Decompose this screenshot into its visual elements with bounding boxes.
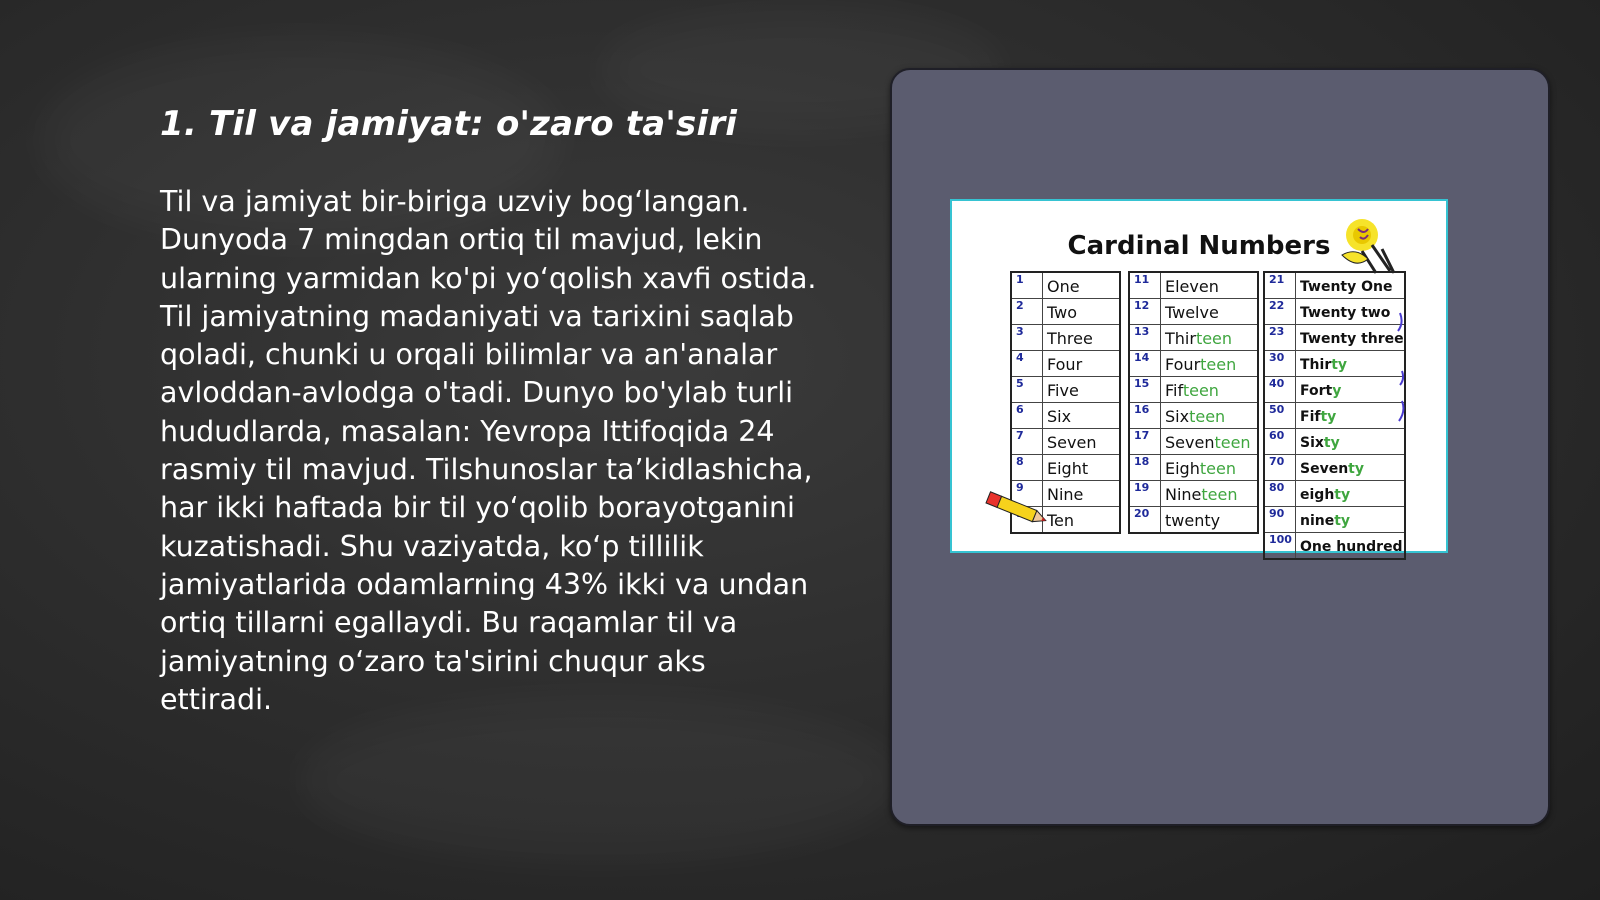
number-digit: 15: [1129, 377, 1161, 403]
number-word-stem: Twenty One: [1300, 278, 1393, 295]
number-digit: 1: [1011, 272, 1043, 299]
number-row: [1264, 325, 1405, 351]
number-word: [1296, 325, 1405, 351]
number-row: [1129, 507, 1258, 534]
number-word-stem: Three: [1047, 329, 1093, 348]
number-row: [1011, 351, 1120, 377]
number-word: [1043, 272, 1121, 299]
number-word-stem: Six: [1047, 407, 1072, 426]
number-row: [1129, 481, 1258, 507]
number-row: [1264, 403, 1405, 429]
number-row: [1011, 429, 1120, 455]
number-word: [1161, 272, 1259, 299]
number-word-stem: Nine: [1165, 485, 1202, 504]
number-word-suffix: teen: [1200, 355, 1237, 374]
number-word: [1296, 272, 1405, 299]
number-word: [1161, 299, 1259, 325]
number-digit: 6: [1011, 403, 1043, 429]
number-digit: 14: [1129, 351, 1161, 377]
number-row: [1011, 325, 1120, 351]
chalk-smudge: [300, 700, 900, 860]
number-digit: 7: [1011, 429, 1043, 455]
number-row: [1264, 272, 1405, 299]
number-word-stem: Six: [1300, 434, 1324, 451]
number-word-stem: nine: [1300, 512, 1335, 529]
number-word-stem: One: [1047, 277, 1080, 296]
number-word: [1296, 429, 1405, 455]
number-digit: 50: [1264, 403, 1296, 429]
number-word-stem: Seven: [1047, 433, 1097, 452]
number-word-stem: Eight: [1047, 459, 1089, 478]
number-word-stem: Fif: [1300, 408, 1321, 425]
number-word-suffix: teen: [1201, 485, 1238, 504]
number-word-suffix: teen: [1182, 381, 1219, 400]
number-digit: 23: [1264, 325, 1296, 351]
number-word-stem: Four: [1047, 355, 1083, 374]
number-word-stem: Thir: [1165, 329, 1196, 348]
number-word-stem: Ten: [1047, 511, 1075, 530]
number-word: [1296, 481, 1405, 507]
number-word: [1043, 299, 1121, 325]
number-word: [1043, 325, 1121, 351]
number-word-stem: Fort: [1300, 382, 1333, 399]
number-digit: 18: [1129, 455, 1161, 481]
number-digit: 16: [1129, 403, 1161, 429]
number-word-stem: Fif: [1165, 381, 1183, 400]
number-word: [1161, 377, 1259, 403]
number-row: [1129, 325, 1258, 351]
number-row: [1264, 377, 1405, 403]
number-row: [1011, 455, 1120, 481]
number-word-suffix: ty: [1320, 408, 1337, 425]
number-digit: 21: [1264, 272, 1296, 299]
number-word: [1043, 481, 1121, 507]
number-word-suffix: ty: [1334, 486, 1351, 503]
number-word-suffix: ty: [1323, 434, 1340, 451]
number-word: [1296, 403, 1405, 429]
numbers-table-11-20: [1128, 271, 1259, 534]
number-row: [1129, 455, 1258, 481]
number-digit: 90: [1264, 507, 1296, 533]
number-digit: 80: [1264, 481, 1296, 507]
number-digit: 12: [1129, 299, 1161, 325]
number-word-stem: Six: [1165, 407, 1190, 426]
number-word-stem: Twenty two: [1300, 304, 1391, 321]
number-word-stem: Two: [1047, 303, 1077, 322]
number-word: [1161, 351, 1259, 377]
number-word-suffix: ty: [1334, 512, 1351, 529]
number-digit: 60: [1264, 429, 1296, 455]
number-word-suffix: ty: [1331, 356, 1348, 373]
number-word-stem: Twelve: [1165, 303, 1219, 322]
number-digit: 8: [1011, 455, 1043, 481]
number-digit: 30: [1264, 351, 1296, 377]
number-digit: 40: [1264, 377, 1296, 403]
number-word-stem: Seven: [1300, 460, 1349, 477]
number-digit: 17: [1129, 429, 1161, 455]
number-word: [1296, 455, 1405, 481]
number-row: [1129, 272, 1258, 299]
number-row: [1129, 429, 1258, 455]
number-digit: 22: [1264, 299, 1296, 325]
number-word: [1161, 507, 1259, 534]
number-digit: 13: [1129, 325, 1161, 351]
slide-body-text: Til va jamiyat bir-biriga uzviy bog‘langan. Dunyoda 7 mingdan ortiq til mavjud, lekin ularning yarmidan ko'pi yo‘qolish xavfi ostida. Til jamiyatning madaniyati va tarixini saqlab qoladi, chunki u orqali bilimlar va an'analar avloddan-avlodga o'tadi. Dunyo bo'ylab turli hududlarda, masalan: Yevropa Ittifoqida 24 rasmiy til mavjud. Tilshunoslar ta’kidlashicha, har ikki haftada bir til yo‘qolib borayotganini kuzatishadi. Shu vaziyatda, ko‘p tillilik jamiyatlarida odamlarning 43% ikki va undan ortiq tillarni egallaydi. Bu raqamlar til va jamiyatning o‘zaro ta'sirini chuqur aks ettiradi.: [160, 185, 817, 716]
number-digit: 2: [1011, 299, 1043, 325]
number-row: [1011, 272, 1120, 299]
number-row: [1264, 299, 1405, 325]
number-word: [1296, 351, 1405, 377]
number-row: [1264, 481, 1405, 507]
number-row: [1129, 403, 1258, 429]
number-word: [1043, 377, 1121, 403]
number-digit: 4: [1011, 351, 1043, 377]
numbers-table-21-100: [1263, 271, 1406, 560]
number-word: [1043, 403, 1121, 429]
number-word-stem: Eleven: [1165, 277, 1219, 296]
number-row: [1011, 403, 1120, 429]
number-word: [1296, 377, 1405, 403]
number-digit: 20: [1129, 507, 1161, 534]
number-row: [1011, 377, 1120, 403]
number-row: [1264, 507, 1405, 533]
slide-title: 1. Til va jamiyat: o'zaro ta'siri: [160, 104, 738, 144]
number-word-stem: Five: [1047, 381, 1079, 400]
number-row: [1264, 429, 1405, 455]
number-word-suffix: teen: [1214, 433, 1251, 452]
number-word: [1296, 507, 1405, 533]
number-row: [1129, 377, 1258, 403]
number-row: [1264, 455, 1405, 481]
number-word-stem: Eigh: [1165, 459, 1200, 478]
number-word-stem: Seven: [1165, 433, 1215, 452]
number-word-stem: One hundred: [1300, 538, 1403, 555]
number-word-suffix: ty: [1348, 460, 1364, 477]
number-row: [1264, 351, 1405, 377]
pencil-icon: [982, 489, 1052, 529]
number-word: [1296, 299, 1405, 325]
number-word: [1043, 351, 1121, 377]
number-word: [1043, 455, 1121, 481]
number-row: [1129, 351, 1258, 377]
squiggle-mark: [1394, 311, 1406, 431]
number-word-stem: Thir: [1300, 356, 1332, 373]
number-digit: 11: [1129, 272, 1161, 299]
number-word-suffix: teen: [1195, 329, 1233, 348]
number-digit: 19: [1129, 481, 1161, 507]
number-row: [1129, 299, 1258, 325]
number-word-suffix: teen: [1199, 459, 1236, 478]
number-word-stem: Four: [1165, 355, 1201, 374]
number-digit: 5: [1011, 377, 1043, 403]
number-row: [1264, 533, 1405, 560]
number-word: [1161, 455, 1259, 481]
number-digit: 100: [1264, 533, 1296, 560]
number-word: [1161, 481, 1259, 507]
number-word: [1043, 507, 1121, 534]
number-word: [1296, 533, 1405, 560]
number-word: [1043, 429, 1121, 455]
number-word-suffix: y: [1332, 382, 1342, 399]
number-row: [1011, 299, 1120, 325]
number-digit: 3: [1011, 325, 1043, 351]
cardinal-numbers-image: [950, 199, 1448, 553]
number-digit: 70: [1264, 455, 1296, 481]
number-word: [1161, 325, 1259, 351]
number-word-stem: Nine: [1047, 485, 1084, 504]
card-title: Cardinal Numbers: [1067, 231, 1331, 261]
number-word-stem: Twenty three: [1300, 330, 1404, 347]
number-word: [1161, 403, 1259, 429]
number-word: [1161, 429, 1259, 455]
number-word-stem: eigh: [1300, 486, 1335, 503]
number-digit: 9: [1011, 481, 1043, 507]
number-word-stem: twenty: [1165, 511, 1221, 530]
number-word-suffix: teen: [1189, 407, 1226, 426]
